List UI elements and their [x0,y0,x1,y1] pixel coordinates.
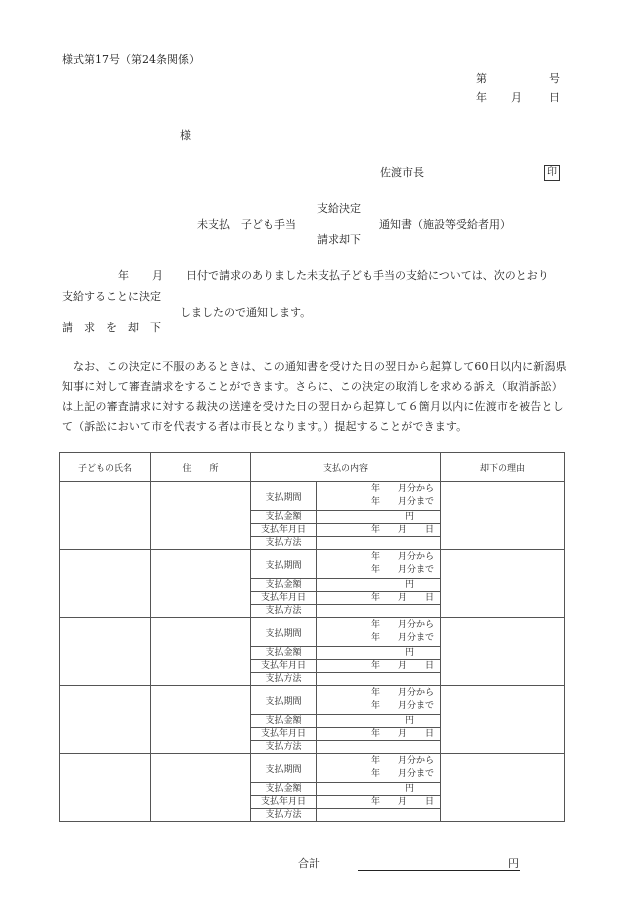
cell-amount-label: 支払金額 [251,579,317,592]
total-label: 合計 [298,857,320,870]
cell-date-label: 支払年月日 [251,728,317,741]
issue-day: 日 [549,91,560,104]
cell-date-label: 支払年月日 [251,660,317,673]
cell-period-value [317,618,441,647]
cell-amount-value: 円 [317,511,441,524]
cell-period-label: 支払期間 [251,550,317,579]
addressee-sama: 様 [180,129,191,142]
cell-date-value: 年 月 日 [317,728,441,741]
header-payment-content: 支払の内容 [251,453,441,482]
cell-method-label: 支払方法 [251,673,317,686]
cell-amount-value: 円 [317,783,441,796]
cell-rejection-reason[interactable] [441,618,565,686]
cell-period-label: 支払期間 [251,618,317,647]
body-date-month: 月 [152,269,163,282]
cell-date-value: 年 月 日 [317,592,441,605]
appeal-notice: なお、この決定に不服のあるときは、この通知書を受けた日の翌日から起算して60日以内に新潟県知事に対して審査請求をすることができます。さらに、この決定の取消しを求める訴え（取消訴訟）は上記の審査請求に対する裁決の送達を受けた日の翌日から起算して６箇月以内に佐渡市を被告として（訴訟において市を代表する者は市長となります。）提起することができます。 [62,360,567,433]
cell-date-value: 年 月 日 [317,524,441,537]
cell-period-label: 支払期間 [251,482,317,511]
cell-address[interactable] [151,686,251,754]
table-row [60,618,565,647]
cell-rejection-reason[interactable] [441,482,565,550]
cell-amount-value: 円 [317,579,441,592]
period-from: 年 月分から [371,688,435,698]
cell-amount-value: 円 [317,715,441,728]
cell-period-value [317,754,441,783]
period-from: 年 月分から [371,484,435,494]
cell-method-label: 支払方法 [251,605,317,618]
cell-child-name[interactable] [60,754,151,822]
period-from: 年 月分から [371,620,435,630]
cell-amount-label: 支払金額 [251,647,317,660]
body-date-year: 年 [118,269,129,282]
cell-method-label: 支払方法 [251,537,317,550]
period-to: 年 月分まで [371,701,435,711]
issue-year: 年 [476,91,487,104]
cell-period-value [317,482,441,511]
body-line2: しましたので通知します。 [180,306,312,319]
cell-address[interactable] [151,618,251,686]
cell-address[interactable] [151,482,251,550]
table-row [60,550,565,579]
title-right: 通知書（施設等受給者用） [379,218,511,231]
cell-method-value[interactable] [317,673,441,686]
cell-amount-label: 支払金額 [251,511,317,524]
cell-address[interactable] [151,550,251,618]
total-unit: 円 [508,857,519,870]
doc-number-go: 号 [549,72,560,85]
cell-rejection-reason[interactable] [441,550,565,618]
cell-date-label: 支払年月日 [251,524,317,537]
cell-method-label: 支払方法 [251,809,317,822]
body-line1: 日付で請求のありました未支払子ども手当の支給については、次のとおり [186,269,549,282]
title-option-decision: 支給決定 [317,202,361,215]
title-option-reject: 請求却下 [317,233,361,246]
cell-child-name[interactable] [60,550,151,618]
period-from: 年 月分から [371,552,435,562]
cell-period-label: 支払期間 [251,754,317,783]
cell-address[interactable] [151,754,251,822]
cell-date-label: 支払年月日 [251,592,317,605]
doc-number-dai: 第 [476,72,487,85]
body-option-reject: 請 求 を 却 下 [62,321,161,334]
cell-period-label: 支払期間 [251,686,317,715]
body-option-pay: 支給することに決定 [62,290,161,303]
cell-period-value [317,550,441,579]
cell-method-value[interactable] [317,809,441,822]
cell-date-label: 支払年月日 [251,796,317,809]
header-rejection-reason: 却下の理由 [441,453,565,482]
header-child-name: 子どもの氏名 [60,453,151,482]
cell-child-name[interactable] [60,686,151,754]
seal-mark: 印 [544,165,560,181]
form-number: 様式第17号（第24条関係） [62,53,200,66]
cell-child-name[interactable] [60,618,151,686]
total-underline [358,869,520,871]
title-left: 未支払 子ども手当 [197,218,296,231]
payment-table [59,452,565,822]
period-to: 年 月分まで [371,565,435,575]
period-to: 年 月分まで [371,633,435,643]
cell-date-value: 年 月 日 [317,660,441,673]
cell-method-label: 支払方法 [251,741,317,754]
cell-rejection-reason[interactable] [441,686,565,754]
cell-period-value [317,686,441,715]
cell-amount-label: 支払金額 [251,783,317,796]
cell-method-value[interactable] [317,605,441,618]
table-row [60,754,565,783]
cell-method-value[interactable] [317,537,441,550]
issuer-name: 佐渡市長 [380,166,424,179]
period-from: 年 月分から [371,756,435,766]
period-to: 年 月分まで [371,497,435,507]
table-row [60,482,565,511]
table-row [60,686,565,715]
cell-method-value[interactable] [317,741,441,754]
table-header-row [60,453,565,482]
issue-month: 月 [511,91,522,104]
cell-amount-label: 支払金額 [251,715,317,728]
cell-date-value: 年 月 日 [317,796,441,809]
cell-child-name[interactable] [60,482,151,550]
cell-amount-value: 円 [317,647,441,660]
header-address: 住 所 [151,453,251,482]
period-to: 年 月分まで [371,769,435,779]
cell-rejection-reason[interactable] [441,754,565,822]
